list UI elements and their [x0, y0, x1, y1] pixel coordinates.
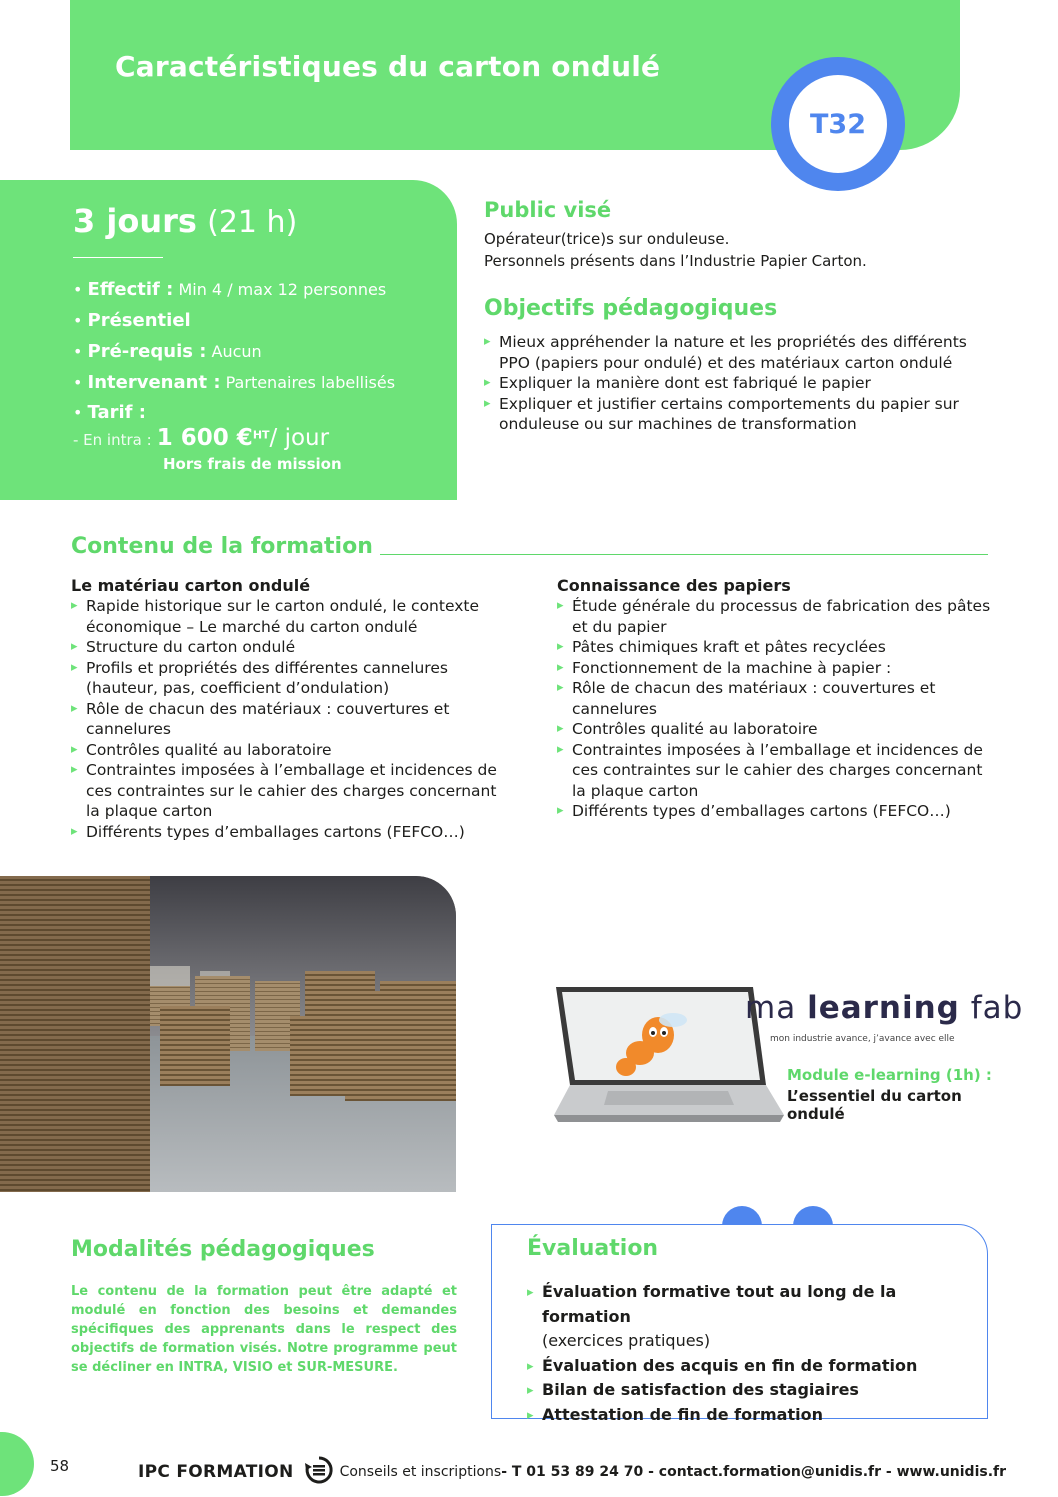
intervenant-label: Intervenant : [87, 372, 221, 393]
intra-label: - En intra : [73, 431, 152, 449]
objectif-item: ▸ Expliquer la manière dont est fabriqué le papier [484, 373, 974, 394]
refresh-list-icon [304, 1455, 334, 1489]
tarif-line: • Tarif : [73, 402, 146, 423]
footer-brand: IPC FORMATION [138, 1462, 294, 1482]
footer-contact-details[interactable]: - T 01 53 89 24 70 - contact.formation@unidis.fr - www.unidis.fr [501, 1464, 1007, 1480]
contenu-right-column [557, 575, 997, 822]
contenu-left-title: Le matériau carton ondulé [71, 576, 311, 595]
logo-part: fab [959, 990, 1024, 1026]
modalites-heading: Modalités pédagogiques [71, 1237, 375, 1262]
corner-decoration [0, 1432, 34, 1496]
evaluation-item: ▸ Bilan de satisfaction des stagiaires [527, 1378, 977, 1403]
price-ht: HT [252, 428, 270, 442]
objectif-item: ▸ Mieux appréhender la nature et les propriétés des différents PPO (papiers pour ondulé) et des matériaux carton ondulé [484, 332, 974, 373]
contenu-right-title: Connaissance des papiers [557, 576, 791, 595]
evaluation-list [527, 1280, 977, 1427]
elearning-text: L’essentiel du carton ondulé [787, 1087, 962, 1123]
learning-fab-logo [745, 990, 1023, 1026]
evaluation-item: ▸ Évaluation des acquis en fin de formation [527, 1354, 977, 1379]
intervenant-value: Partenaires labellisés [225, 373, 396, 392]
effectif-label: Effectif : [87, 279, 174, 300]
contenu-item: ▸ Fonctionnement de la machine à papier : [557, 658, 997, 679]
public-text [484, 228, 867, 272]
intervenant-line: • Intervenant : Partenaires labellisés [73, 372, 396, 393]
contenu-item: ▸ Contrôles qualité au laboratoire [557, 719, 997, 740]
objectifs-heading: Objectifs pédagogiques [484, 296, 778, 321]
contenu-item: ▸ Rapide historique sur le carton ondulé, le contexte économique – Le marché du carton ondulé [71, 596, 511, 637]
public-line: Opérateur(trice)s sur onduleuse. [484, 230, 730, 248]
course-code-badge [771, 57, 905, 191]
tarif-label: Tarif : [87, 402, 146, 423]
prerequis-line: • Pré-requis : Aucun [73, 341, 262, 362]
duration [73, 202, 297, 240]
footer [138, 1455, 1006, 1489]
warehouse-photo [0, 876, 456, 1192]
intra-price-line [73, 425, 329, 451]
logo-part: learning [807, 990, 960, 1026]
contenu-item: ▸ Contraintes imposées à l’emballage et incidences de ces contraintes sur le cahier des charges concernant la plaque carton [71, 760, 511, 822]
logo-tagline: mon industrie avance, j’avance avec elle [770, 1034, 955, 1044]
page-title: Caractéristiques du carton ondulé [115, 50, 661, 83]
warehouse-illustration [0, 876, 456, 1192]
contenu-item: ▸ Pâtes chimiques kraft et pâtes recyclées [557, 637, 997, 658]
public-heading: Public visé [484, 198, 612, 222]
course-code: T32 [810, 108, 866, 140]
contenu-left-list [71, 596, 511, 842]
evaluation-item: ▸ Évaluation formative tout au long de la formation [527, 1280, 977, 1329]
evaluation-heading: Évaluation [527, 1236, 659, 1261]
public-line: Personnels présents dans l’Industrie Papier Carton. [484, 252, 867, 270]
presentiel-line: • Présentiel [73, 310, 191, 331]
price-unit: / jour [269, 425, 330, 451]
contenu-item: ▸ Contraintes imposées à l’emballage et incidences de ces contraintes sur le cahier des charges concernant la plaque carton [557, 740, 997, 802]
logo-part: ma [745, 990, 808, 1026]
contenu-item: ▸ Structure du carton ondulé [71, 637, 511, 658]
prerequis-label: Pré-requis : [87, 341, 207, 362]
effectif-value: Min 4 / max 12 personnes [178, 280, 387, 299]
contenu-left-column [71, 575, 511, 842]
evaluation-item-continuation: (exercices pratiques) [542, 1331, 711, 1350]
contenu-divider [380, 554, 988, 555]
contenu-item: ▸ Contrôles qualité au laboratoire [71, 740, 511, 761]
prerequis-value: Aucun [211, 342, 262, 361]
evaluation-item: ▸ Attestation de fin de formation [527, 1403, 977, 1428]
contenu-item: ▸ Rôle de chacun des matériaux : couvertures et cannelures [71, 699, 511, 740]
effectif-line: • Effectif : Min 4 / max 12 personnes [73, 279, 387, 300]
page-number: 58 [50, 1457, 70, 1475]
contenu-right-list [557, 596, 997, 822]
elearning-title: Module e-learning (1h) : [787, 1066, 992, 1084]
contenu-item: ▸ Étude générale du processus de fabrication des pâtes et du papier [557, 596, 997, 637]
contenu-item: ▸ Différents types d’emballages cartons (FEFCO…) [71, 822, 511, 843]
presentiel-label: Présentiel [87, 310, 191, 331]
decor-dot [793, 1206, 833, 1226]
frais-note: Hors frais de mission [163, 455, 342, 473]
duration-hours: (21 h) [207, 205, 298, 240]
objectif-item: ▸ Expliquer et justifier certains comportements du papier sur onduleuse ou sur machines de transformation [484, 394, 974, 435]
duration-divider [73, 257, 163, 258]
objectifs-list [484, 332, 974, 435]
modalites-text: Le contenu de la formation peut être adapté et modulé en fonction des besoins et demandes spécifiques des apprenants dans le respect des objectifs de formation visés. Notre programme peut se décliner en INTRA, VISIO et SUR-MESURE. [71, 1284, 457, 1375]
contenu-item: ▸ Profils et propriétés des différentes cannelures (hauteur, pas, coefficient d’ondulation) [71, 658, 511, 699]
duration-days: 3 jours [73, 202, 197, 240]
footer-contact-label: Conseils et inscriptions [339, 1464, 502, 1480]
contenu-item: ▸ Différents types d’emballages cartons (FEFCO…) [557, 801, 997, 822]
contenu-item: ▸ Rôle de chacun des matériaux : couvertures et cannelures [557, 678, 997, 719]
price: 1 600 € [156, 425, 253, 451]
decor-dot [722, 1206, 762, 1226]
contenu-heading: Contenu de la formation [71, 534, 373, 559]
